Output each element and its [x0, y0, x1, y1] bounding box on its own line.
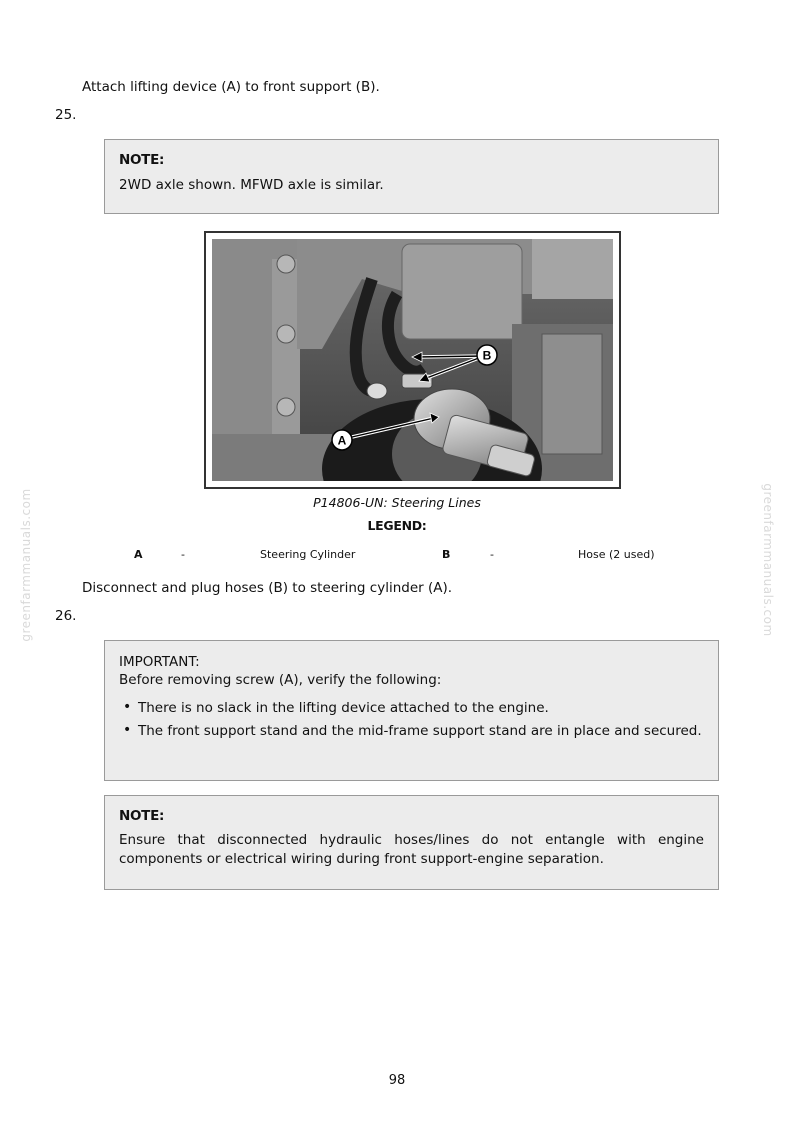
legend-key-a: A [134, 548, 143, 561]
important-title: IMPORTANT: [119, 654, 200, 670]
note-title: NOTE: [119, 152, 165, 168]
important-intro: Before removing screw (A), verify the following: [119, 672, 442, 688]
note-hoses-title: NOTE: [119, 808, 165, 824]
note-text: 2WD axle shown. MFWD axle is similar. [119, 177, 384, 193]
important-bullet-2 [123, 722, 702, 741]
important-bullet-2-text: The front support stand and the mid-frame support stand are in place and secured. [138, 723, 702, 739]
step-25-instruction: Disconnect and plug hoses (B) to steering cylinder (A). [82, 580, 453, 596]
figure-caption: P14806-UN: Steering Lines [313, 495, 481, 510]
important-bullet-1 [123, 699, 549, 718]
step-25-number: 25. [55, 107, 77, 123]
important-bullet-1-text: There is no slack in the lifting device attached to the engine. [138, 700, 549, 716]
legend-dash-a: - [181, 548, 185, 561]
steering-lines-photo [212, 239, 613, 481]
callout-a-label: A [337, 433, 347, 448]
important-box [104, 640, 719, 781]
callout-b-label: B [482, 348, 492, 363]
legend-desc-b: Hose (2 used) [578, 548, 655, 561]
legend-desc-a: Steering Cylinder [260, 548, 356, 561]
steering-lines-figure [204, 231, 621, 489]
step-24-instruction: Attach lifting device (A) to front support (B). [82, 79, 380, 95]
page-number: 98 [388, 1073, 406, 1088]
watermark-left: greenfarmmanuals.com [19, 488, 33, 642]
note-hoses-text: Ensure that disconnected hydraulic hoses/lines do not entangle with engine components or electrical wiring during front support-engine separation. [119, 832, 704, 867]
note-box-axle [104, 139, 719, 214]
legend-dash-b: - [490, 548, 494, 561]
legend-key-b: B [442, 548, 451, 561]
note-box-hoses [104, 795, 719, 890]
legend-title: LEGEND: [367, 518, 427, 533]
watermark-right: greenfarmmanuals.com [761, 483, 775, 637]
step-26-number: 26. [55, 608, 77, 624]
